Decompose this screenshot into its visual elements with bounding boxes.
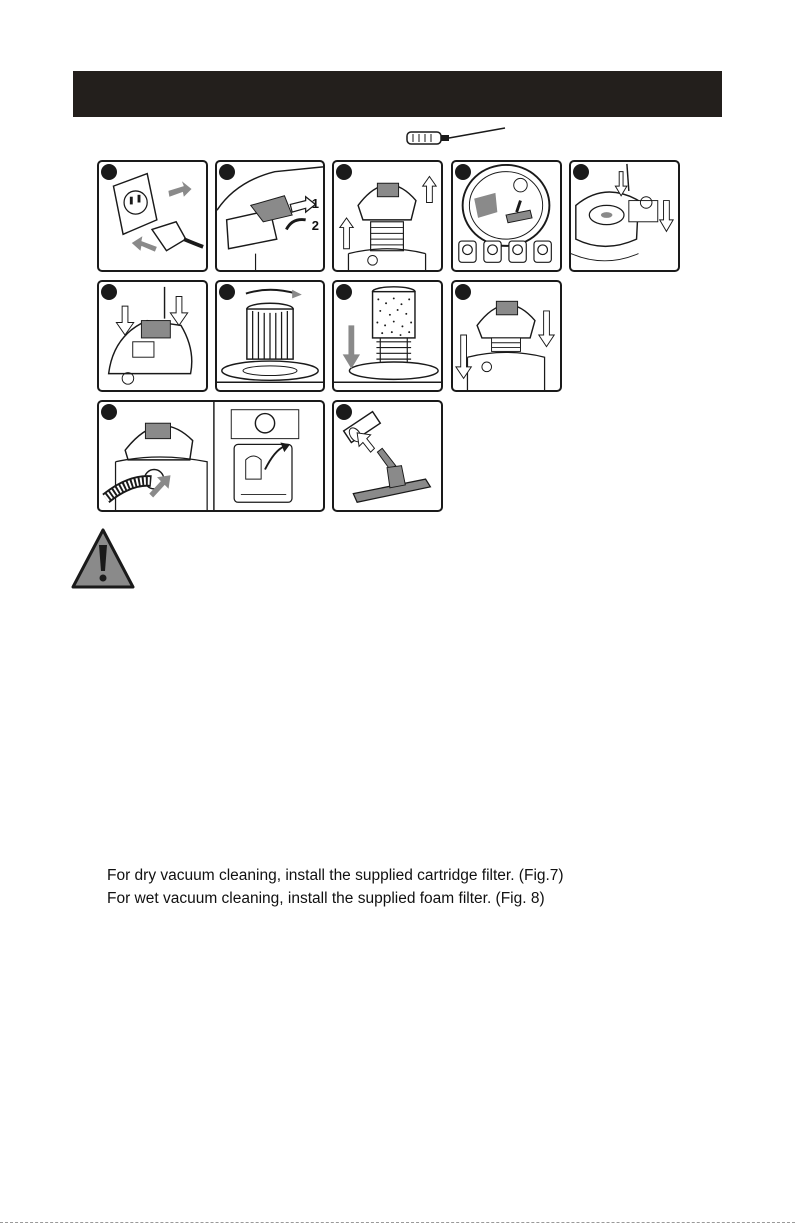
dry-filter-instruction: For dry vacuum cleaning, install the supplied cartridge filter. (Fig.7) [107,867,564,884]
figure-2-release-latches [215,160,325,272]
hose-attach-illustration [99,402,323,510]
figure-8-foam-filter [332,280,443,392]
tank-accessories-illustration [453,162,560,270]
wet-filter-instruction: For wet vacuum cleaning, install the supplied foam filter. (Fig. 8) [107,890,545,907]
foam-filter-illustration [334,282,441,390]
step-label-1: 1 [311,196,319,211]
section-header-bar [73,71,722,117]
figure-1-unplug [97,160,208,272]
figure-11-attach-nozzle [332,400,443,512]
lift-head-illustration [334,162,441,270]
page-bottom-edge [0,1222,795,1223]
latch-illustration [217,162,323,270]
screwdriver-icon [405,122,515,152]
figure-4-accessories [451,160,562,272]
figure-7-cartridge-filter [215,280,325,392]
figure-6-tighten-head [97,280,208,392]
nozzle-attach-illustration [334,402,441,510]
figure-9-replace-head [451,280,562,392]
plug-outlet-illustration [99,162,206,270]
figure-5-screw-caster [569,160,680,272]
warning-triangle-icon [70,527,136,591]
step-label-2: 2 [311,218,319,233]
replace-head-illustration [453,282,560,390]
cartridge-filter-illustration [217,282,323,390]
figure-10-attach-hose [97,400,325,512]
figure-3-lift-head [332,160,443,272]
caster-illustration [571,162,678,270]
tighten-illustration [99,282,206,390]
